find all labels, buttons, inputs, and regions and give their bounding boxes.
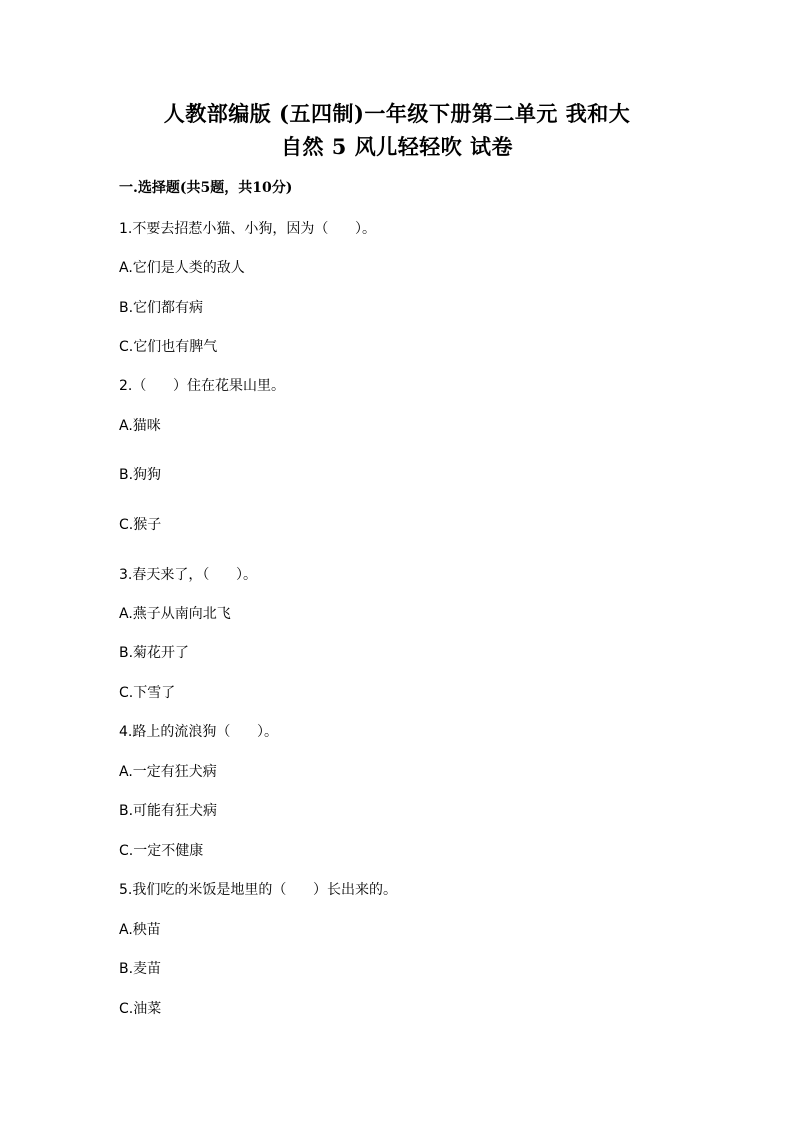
page-title-line-2: 自然 5 风儿轻轻吹 试卷 [280,134,514,159]
question-4-stem: 4.路上的流浪狗（ ）。 [119,724,279,740]
question-5-stem: 5.我们吃的米饭是地里的（ ）长出来的。 [119,882,398,898]
question-3-stem: 3.春天来了，（ ）。 [119,567,258,583]
question-5-option-c: C.油菜 [119,1001,162,1017]
question-1-stem: 1.不要去招惹小猫、小狗，因为（ ）。 [119,221,377,237]
question-4-option-c: C.一定不健康 [119,843,204,859]
question-3-option-c: C.下雪了 [119,685,176,701]
question-3-option-b: B.菊花开了 [119,645,190,661]
question-1-option-a: A.它们是人类的敌人 [119,260,245,276]
question-3-option-a: A.燕子从南向北飞 [119,606,231,622]
question-5-option-b: B.麦苗 [119,961,162,977]
question-2-option-b: B.狗狗 [119,467,162,483]
question-4-option-b: B.可能有狂犬病 [119,803,218,819]
question-4-option-a: A.一定有狂犬病 [119,764,217,780]
question-1-option-c: C.它们也有脾气 [119,339,218,355]
question-5-option-a: A.秧苗 [119,922,161,938]
question-2-option-c: C.猴子 [119,517,162,533]
question-1-option-b: B.它们都有病 [119,300,204,316]
page-title-line-1: 人教部编版 (五四制)一年级下册第二单元 我和大 [163,101,631,126]
question-2-stem: 2.（ ）住在花果山里。 [119,378,286,394]
question-2-option-a: A.猫咪 [119,418,161,434]
section-heading: 一.选择题(共5题，共10分) [119,180,293,196]
